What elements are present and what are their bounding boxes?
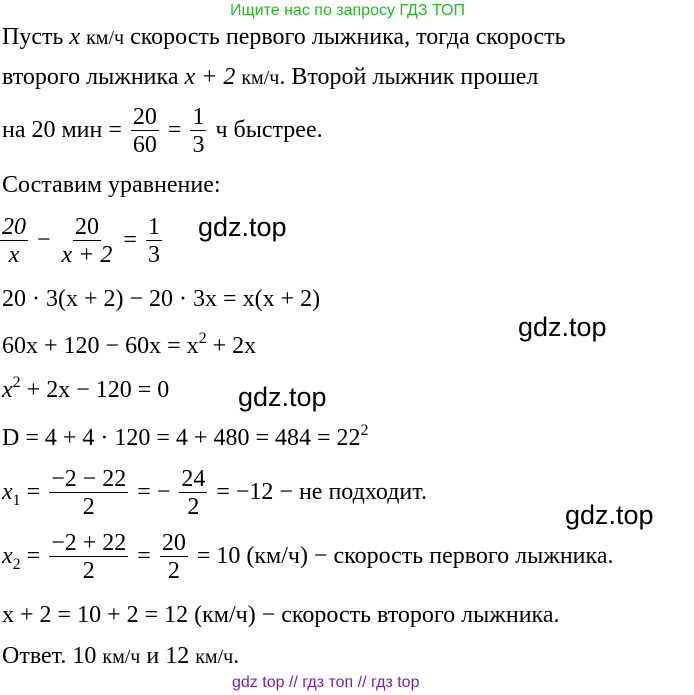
equals-sign: = − [137, 479, 171, 506]
superscript: 2 [12, 374, 21, 391]
numerator: 20 [132, 104, 157, 130]
equation-6 [2, 466, 427, 521]
denominator: 60 [132, 132, 157, 158]
denominator: 3 [192, 132, 205, 158]
text-line-3 [2, 104, 323, 159]
text-fragment: на 20 мин = [2, 117, 122, 144]
fraction [49, 530, 128, 585]
equation-3 [2, 330, 256, 360]
denominator: 2 [167, 558, 180, 584]
header-banner: Ищите нас по запросу ГДЗ ТОП [230, 2, 465, 19]
math-expression: D = 4 + 4 · 120 = 4 + 480 = 484 = 22 [2, 425, 361, 451]
superscript: 2 [198, 330, 207, 347]
fraction [60, 214, 115, 269]
numerator: 20 [161, 530, 186, 556]
math-variable: x [69, 24, 81, 50]
equation-4 [2, 374, 169, 404]
numerator: −2 + 22 [51, 530, 127, 556]
text-fragment: = 10 (км/ч) − скорость первого лыжника. [196, 543, 614, 570]
denominator: x [8, 242, 20, 268]
equation-1 [0, 214, 165, 269]
math-expression: + 2x − 120 = 0 [20, 377, 170, 403]
denominator: 3 [147, 242, 160, 268]
denominator: 2 [82, 558, 95, 584]
text-fragment: второго лыжника [2, 64, 179, 90]
fraction [160, 530, 188, 585]
equals-sign: = [26, 543, 41, 570]
text-fragment: . Второй лыжник прошел [279, 64, 539, 90]
equals-sign: = [137, 543, 151, 570]
superscript: 2 [360, 422, 369, 439]
math-variable: x [2, 543, 13, 570]
unit-label: км/ч [86, 27, 125, 49]
answer-line [2, 643, 239, 670]
subscript: 1 [12, 492, 21, 510]
equation-5 [2, 422, 369, 452]
text-line-1 [2, 24, 566, 51]
text-line-2 [2, 64, 538, 91]
denominator: x + 2 [61, 242, 113, 268]
numerator: −2 − 22 [51, 466, 127, 492]
fraction [179, 466, 207, 521]
math-expression: + 2x [206, 333, 257, 359]
math-variable: x [2, 377, 13, 403]
numerator: 1 [147, 214, 160, 240]
denominator: 2 [187, 494, 200, 520]
unit-label: км/ч [241, 67, 280, 89]
watermark: gdz.top [565, 500, 654, 530]
subscript: 2 [12, 556, 21, 574]
fraction [49, 466, 128, 521]
minus-sign: − [37, 227, 51, 254]
footer-banner: gdz top // гдз топ // гдз top [232, 674, 420, 691]
unit-label: км/ч [195, 646, 234, 668]
math-variable: x [2, 479, 13, 506]
equals-sign: = [167, 117, 182, 144]
fraction [146, 214, 162, 269]
fraction [0, 214, 28, 269]
text-fragment: = −12 − не подходит. [216, 479, 427, 506]
numerator: 1 [192, 104, 205, 130]
numerator: 20 [2, 214, 26, 240]
math-expression: 60x + 120 − 60x = x [2, 333, 199, 359]
fraction [190, 104, 206, 159]
fraction [131, 104, 159, 159]
watermark: gdz.top [198, 212, 287, 242]
text-fragment: ч быстрее. [215, 117, 323, 144]
equation-8: x + 2 = 10 + 2 = 12 (км/ч) − скорость второго лыжника. [2, 602, 560, 628]
equation-7 [2, 530, 613, 585]
equation-2: 20 · 3(x + 2) − 20 · 3x = x(x + 2) [2, 286, 321, 312]
unit-label: км/ч [102, 646, 141, 668]
text-line-4: Составим уравнение: [2, 172, 221, 198]
watermark: gdz.top [518, 312, 607, 342]
text-fragment: Ответ. 10 [2, 643, 97, 669]
numerator: 20 [74, 214, 99, 240]
equals-sign: = [26, 479, 41, 506]
denominator: 2 [82, 494, 95, 520]
text-fragment: и 12 [146, 643, 190, 669]
text-fragment: скорость первого лыжника, тогда скорость [130, 24, 566, 50]
text-fragment: . [233, 643, 240, 669]
numerator: 24 [181, 466, 206, 492]
equals-sign: = [123, 227, 137, 254]
text-fragment: Пусть [2, 24, 64, 50]
math-expression: x + 2 [184, 64, 236, 90]
watermark: gdz.top [238, 382, 327, 412]
